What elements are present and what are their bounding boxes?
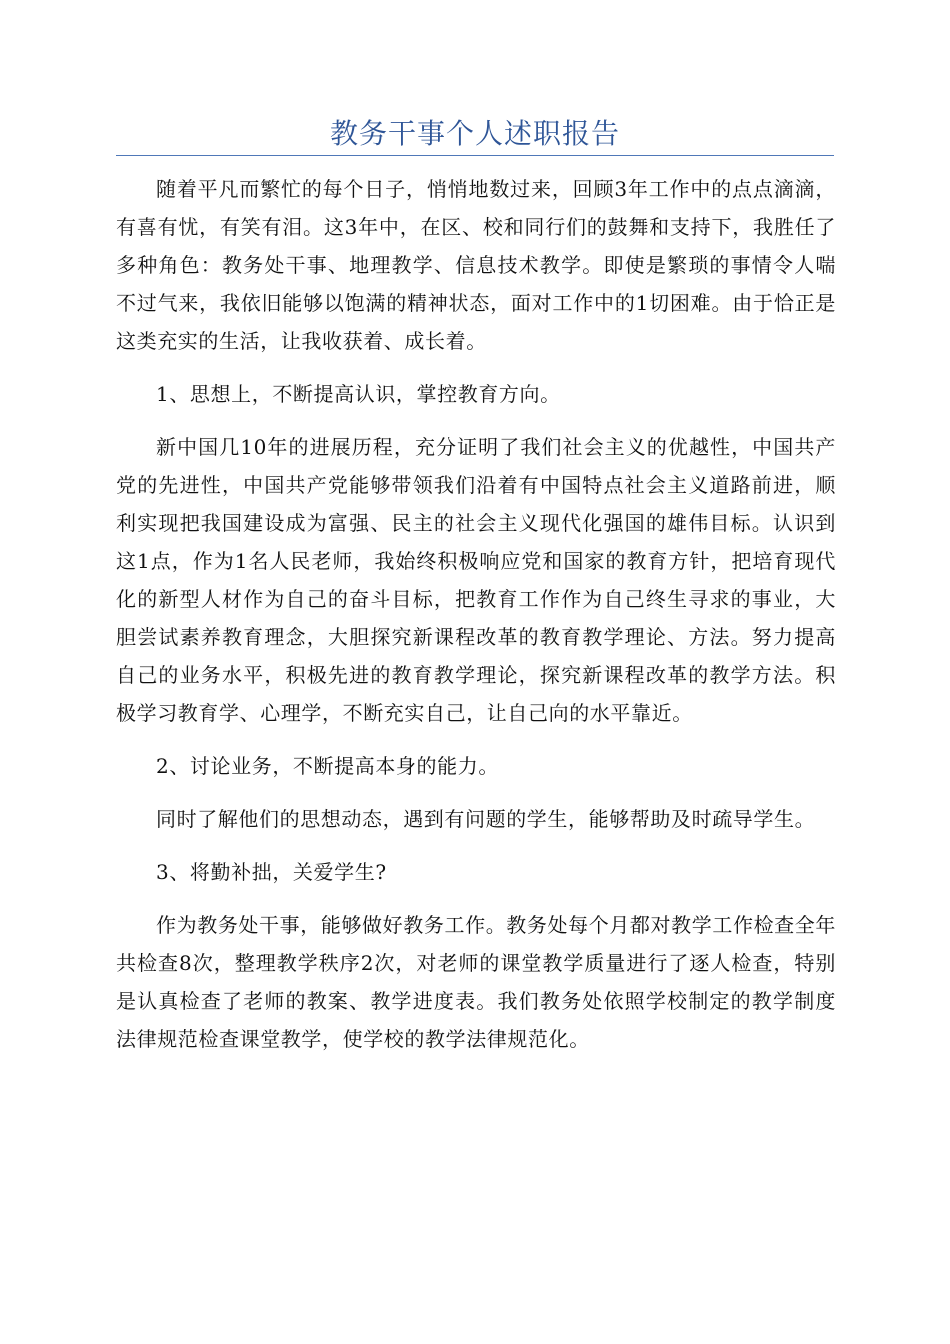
document-body bbox=[116, 170, 836, 1073]
document-title: 教务干事个人述职报告 bbox=[329, 117, 620, 150]
section-heading-2: 2、讨论业务，不断提高本身的能力。 bbox=[156, 754, 499, 778]
paragraph-section-2: 同时了解他们的思想动态，遇到有问题的学生，能够帮助及时疏导学生。 bbox=[156, 807, 816, 831]
section-heading-1: 1、思想上，不断提高认识，掌控教育方向。 bbox=[156, 382, 561, 406]
title-underline bbox=[116, 155, 834, 156]
section-heading-3: 3、将勤补拙，关爱学生? bbox=[156, 860, 387, 884]
paragraph-intro: 随着平凡而繁忙的每个日子，悄悄地数过来，回顾3年工作中的点点滴滴，有喜有忧，有笑有泪。这3年中，在区、校和同行们的鼓舞和支持下，我胜任了多种角色：教务处干事、地理教学、信息技术教学。即使是繁琐的事情令人喘不过气来，我依旧能够以饱满的精神状态，面对工作中的1切困难。由于恰正是这类充实的生活，让我收获着、成长着。 bbox=[116, 177, 836, 353]
paragraph-section-3: 作为教务处干事，能够做好教务工作。教务处每个月都对教学工作检查全年共检查8次，整理教学秩序2次，对老师的课堂教学质量进行了逐人检查，特别是认真检查了老师的教案、教学进度表。我们教务处依照学校制定的教学制度法律规范检查课堂教学，使学校的教学法律规范化。 bbox=[116, 913, 836, 1051]
paragraph-section-1: 新中国几10年的进展历程，充分证明了我们社会主义的优越性，中国共产党的先进性，中国共产党能够带领我们沿着有中国特点社会主义道路前进，顺利实现把我国建设成为富强、民主的社会主义现代化强国的雄伟目标。认识到这1点，作为1名人民老师，我始终积极响应党和国家的教育方针，把培育现代化的新型人材作为自己的奋斗目标，把教育工作作为自己终生寻求的事业，大胆尝试素养教育理念，大胆探究新课程改革的教育教学理论、方法。努力提高自己的业务水平，积极先进的教育教学理论，探究新课程改革的教学方法。积极学习教育学、心理学，不断充实自己，让自己向的水平靠近。 bbox=[116, 435, 836, 725]
